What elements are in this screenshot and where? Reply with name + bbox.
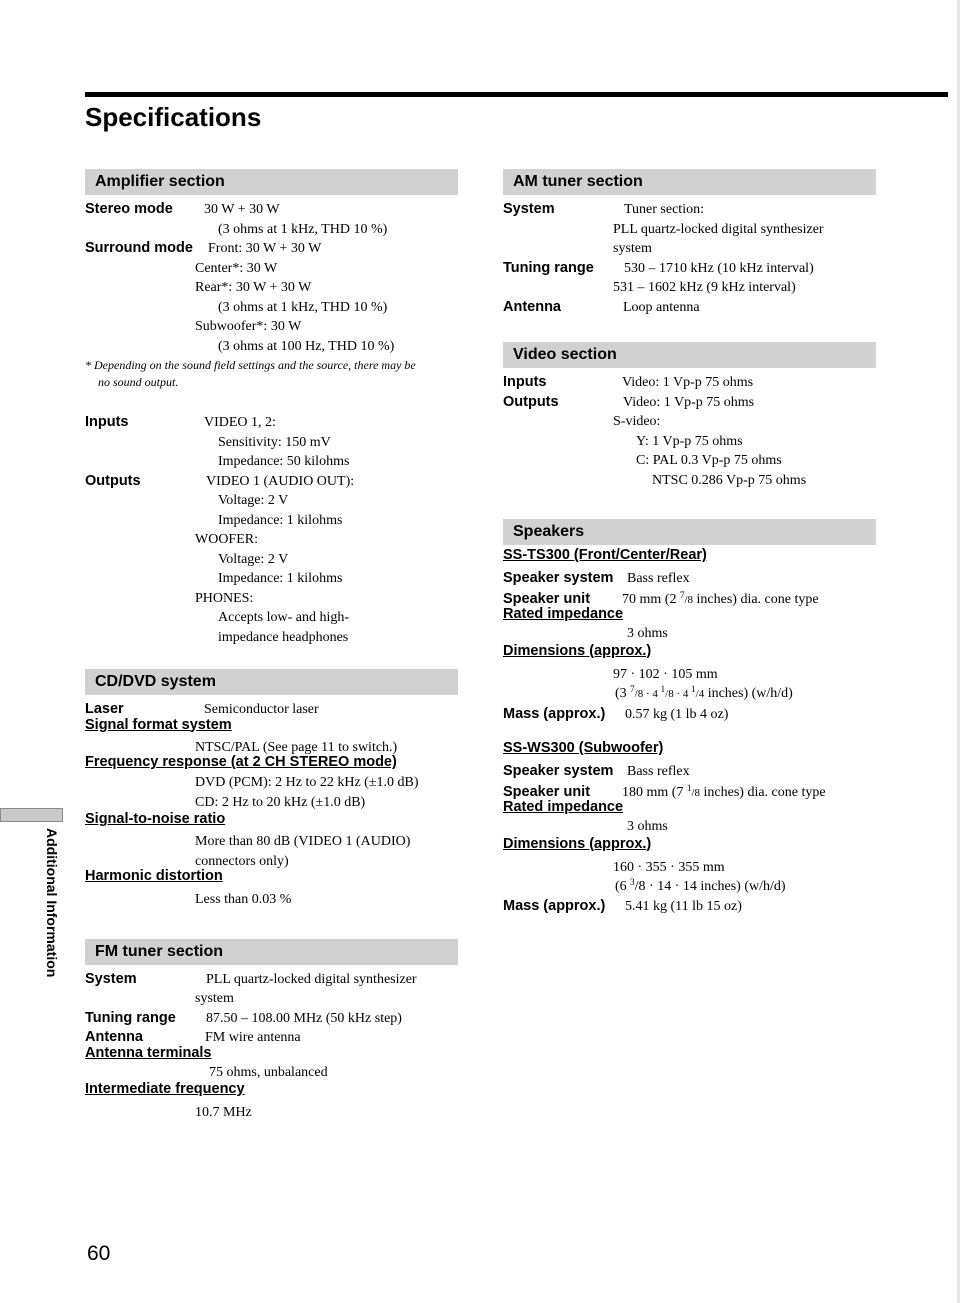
spec-value: Bass reflex xyxy=(627,764,690,779)
spec-value: S-video: xyxy=(613,414,661,429)
spec-value: 75 ohms, unbalanced xyxy=(209,1064,328,1080)
spec-heading: Rated impedance xyxy=(503,799,624,815)
spec-row-ws-unit xyxy=(503,783,876,804)
spec-value: 10.7 MHz xyxy=(195,1105,252,1120)
speaker-model: SS-TS300 (Front/Center/Rear) xyxy=(503,547,707,563)
spec-value: Accepts low- and high- xyxy=(218,610,350,625)
spec-value: Bass reflex xyxy=(627,571,690,586)
video-section xyxy=(503,342,876,490)
title-rule xyxy=(85,92,948,97)
spec-heading-text: Antenna terminals xyxy=(85,1044,212,1061)
spec-value: FM wire antenna xyxy=(205,1030,301,1045)
spec-row-am-system xyxy=(503,200,876,259)
spec-value: 3 ohms xyxy=(627,626,668,641)
spec-value: 530 – 1710 kHz (10 kHz interval) xyxy=(624,260,814,276)
spec-value: Video: 1 Vp-p 75 ohms xyxy=(622,375,754,390)
spec-label: Mass (approx.) xyxy=(503,705,606,722)
spec-value: Voltage: 2 V xyxy=(218,493,289,508)
spec-label: System xyxy=(85,970,137,987)
fm-tuner-section xyxy=(85,939,458,1123)
spec-value: (3 ohms at 1 kHz, THD 10 %) xyxy=(218,221,388,237)
section-heading: Amplifier section xyxy=(85,169,458,195)
spec-value: PLL quartz-locked digital synthesizer xyxy=(613,221,824,237)
spec-heading: Harmonic distortion xyxy=(85,868,223,884)
section-heading: FM tuner section xyxy=(85,939,458,965)
spec-row-am-tuning xyxy=(503,259,876,298)
spec-row-am-antenna xyxy=(503,298,876,318)
footnote-line: * Depending on the sound field settings and the source, there may be xyxy=(85,358,416,372)
spec-label: Surround mode xyxy=(85,240,193,256)
spec-row-laser xyxy=(85,700,458,720)
spec-value: Semiconductor laser xyxy=(204,702,319,717)
spec-label: Speaker system xyxy=(503,570,614,586)
spec-row-fm-tuning xyxy=(85,1009,458,1029)
spec-label: Speaker system xyxy=(503,763,614,779)
speaker-model: SS-WS300 (Subwoofer) xyxy=(503,740,664,756)
spec-label: Mass (approx.) xyxy=(503,897,606,914)
spec-value: Less than 0.03 % xyxy=(195,892,292,907)
spec-row-fm-system xyxy=(85,970,458,1009)
spec-value: Impedance: 50 kilohms xyxy=(218,454,350,469)
side-tab-marker xyxy=(0,808,63,822)
spec-row-inputs xyxy=(85,413,458,472)
spec-value: WOOFER: xyxy=(195,532,258,547)
spec-row-ws-system xyxy=(503,762,876,782)
spec-value: Subwoofer*: 30 W xyxy=(195,319,302,334)
spec-value: CD: 2 Hz to 20 kHz (±1.0 dB) xyxy=(195,794,366,810)
spec-value: Sensitivity: 150 mV xyxy=(218,434,331,450)
spec-value: 97 · 102 · 105 mm xyxy=(613,666,718,682)
spec-row-video-inputs xyxy=(503,373,876,393)
spec-row-stereo xyxy=(85,200,458,239)
spec-value: 180 mm (7 $^1$/8 inches) dia. cone type xyxy=(622,782,826,800)
section-heading: CD/DVD system xyxy=(85,669,458,695)
section-heading: Video section xyxy=(503,342,876,368)
spec-row-ts-mass xyxy=(503,705,876,725)
spec-value: Front: 30 W + 30 W xyxy=(208,241,322,256)
spec-value: 5.41 kg (11 lb 15 oz) xyxy=(625,898,742,914)
spec-value: Voltage: 2 V xyxy=(218,551,289,567)
spec-value: (3 ohms at 100 Hz, THD 10 %) xyxy=(218,338,395,354)
spec-value: (6 $^3$/8 · 14 · 14 inches) (w/h/d) xyxy=(615,877,786,894)
spec-row-ws-mass xyxy=(503,897,876,917)
spec-row-ts-unit xyxy=(503,590,876,611)
spec-row-surround xyxy=(85,239,458,356)
spec-row-outputs xyxy=(85,472,458,648)
spec-label: Stereo mode xyxy=(85,201,173,217)
spec-label: Antenna xyxy=(503,298,561,315)
spec-heading: Frequency response (at 2 CH STEREO mode) xyxy=(85,754,397,770)
footnote-line: no sound output. xyxy=(98,375,179,389)
speakers-section xyxy=(503,519,876,916)
footnote xyxy=(85,357,458,391)
spec-value: 30 W + 30 W xyxy=(204,202,280,217)
spec-value: 3 ohms xyxy=(627,819,668,834)
spec-value: DVD (PCM): 2 Hz to 22 kHz (±1.0 dB) xyxy=(195,775,419,790)
spec-heading: Signal format system xyxy=(85,716,232,733)
spec-heading: Signal-to-noise ratio xyxy=(85,811,226,827)
spec-value: 531 – 1602 kHz (9 kHz interval) xyxy=(613,280,796,295)
spec-label: Speaker unit xyxy=(503,590,591,607)
spec-value: PLL quartz-locked digital synthesizer xyxy=(206,971,417,987)
spec-value: (3 $^7$/8 · 4 $^1$/8 · 4 $^1$/4 inches) (w/h/d) xyxy=(615,684,793,701)
right-column xyxy=(503,169,876,916)
spec-value: PHONES: xyxy=(195,590,254,606)
page-number: 60 xyxy=(87,1242,111,1265)
page-title: Specifications xyxy=(85,102,262,132)
spec-value: VIDEO 1 (AUDIO OUT): xyxy=(206,473,355,489)
spec-value: impedance headphones xyxy=(218,629,349,645)
spec-label: System xyxy=(503,201,555,217)
spec-row-fm-antenna xyxy=(85,1028,458,1048)
spec-value: Y: 1 Vp-p 75 ohms xyxy=(636,433,743,449)
spec-label: Laser xyxy=(85,701,124,717)
spec-heading: Intermediate frequency xyxy=(85,1081,245,1097)
side-tab-label: Additional Information xyxy=(44,828,60,978)
spec-row-ts-system xyxy=(503,569,876,589)
spec-heading: Dimensions (approx.) xyxy=(503,835,652,852)
spec-heading: Dimensions (approx.) xyxy=(503,642,652,659)
left-column xyxy=(85,169,458,1123)
spec-label: Inputs xyxy=(85,414,129,430)
spec-value: system xyxy=(613,241,652,256)
spec-label: Tuning range xyxy=(503,259,594,276)
spec-value: connectors only) xyxy=(195,853,289,869)
amplifier-section xyxy=(85,169,458,647)
am-tuner-section xyxy=(503,169,876,317)
spec-value: NTSC 0.286 Vp-p 75 ohms xyxy=(652,472,807,488)
spec-value: NTSC/PAL (See page 11 to switch.) xyxy=(195,739,398,755)
spec-label: Antenna xyxy=(85,1029,143,1045)
spec-value: Loop antenna xyxy=(623,299,700,315)
spec-value: C: PAL 0.3 Vp-p 75 ohms xyxy=(636,453,782,468)
spec-value: (3 ohms at 1 kHz, THD 10 %) xyxy=(218,299,388,315)
spec-value: 0.57 kg (1 lb 4 oz) xyxy=(625,706,729,722)
spec-label: Inputs xyxy=(503,374,547,390)
spec-label: Outputs xyxy=(85,472,141,489)
cd-dvd-section xyxy=(85,669,458,910)
spec-value: 87.50 – 108.00 MHz (50 kHz step) xyxy=(206,1010,402,1026)
section-heading: AM tuner section xyxy=(503,169,876,195)
spec-label: Speaker unit xyxy=(503,783,591,800)
spec-value: More than 80 dB (VIDEO 1 (AUDIO) xyxy=(195,834,411,849)
section-heading: Speakers xyxy=(503,519,876,545)
spec-value: Impedance: 1 kilohms xyxy=(218,571,343,586)
spec-row-video-outputs xyxy=(503,393,876,491)
spec-label: Outputs xyxy=(503,393,559,410)
spec-value: Impedance: 1 kilohms xyxy=(218,512,343,528)
spec-value: Video: 1 Vp-p 75 ohms xyxy=(623,394,755,410)
spec-value: 70 mm (2 $^7$/8 inches) dia. cone type xyxy=(622,589,819,607)
spec-value: Tuner section: xyxy=(624,202,704,217)
spec-value: Rear*: 30 W + 30 W xyxy=(195,280,312,295)
spec-value: VIDEO 1, 2: xyxy=(204,415,276,430)
spec-value: Center*: 30 W xyxy=(195,260,278,276)
spec-value: system xyxy=(195,991,234,1006)
spec-heading: Rated impedance xyxy=(503,606,624,622)
spec-value: 160 · 355 · 355 mm xyxy=(613,859,725,875)
spec-label: Tuning range xyxy=(85,1009,176,1026)
